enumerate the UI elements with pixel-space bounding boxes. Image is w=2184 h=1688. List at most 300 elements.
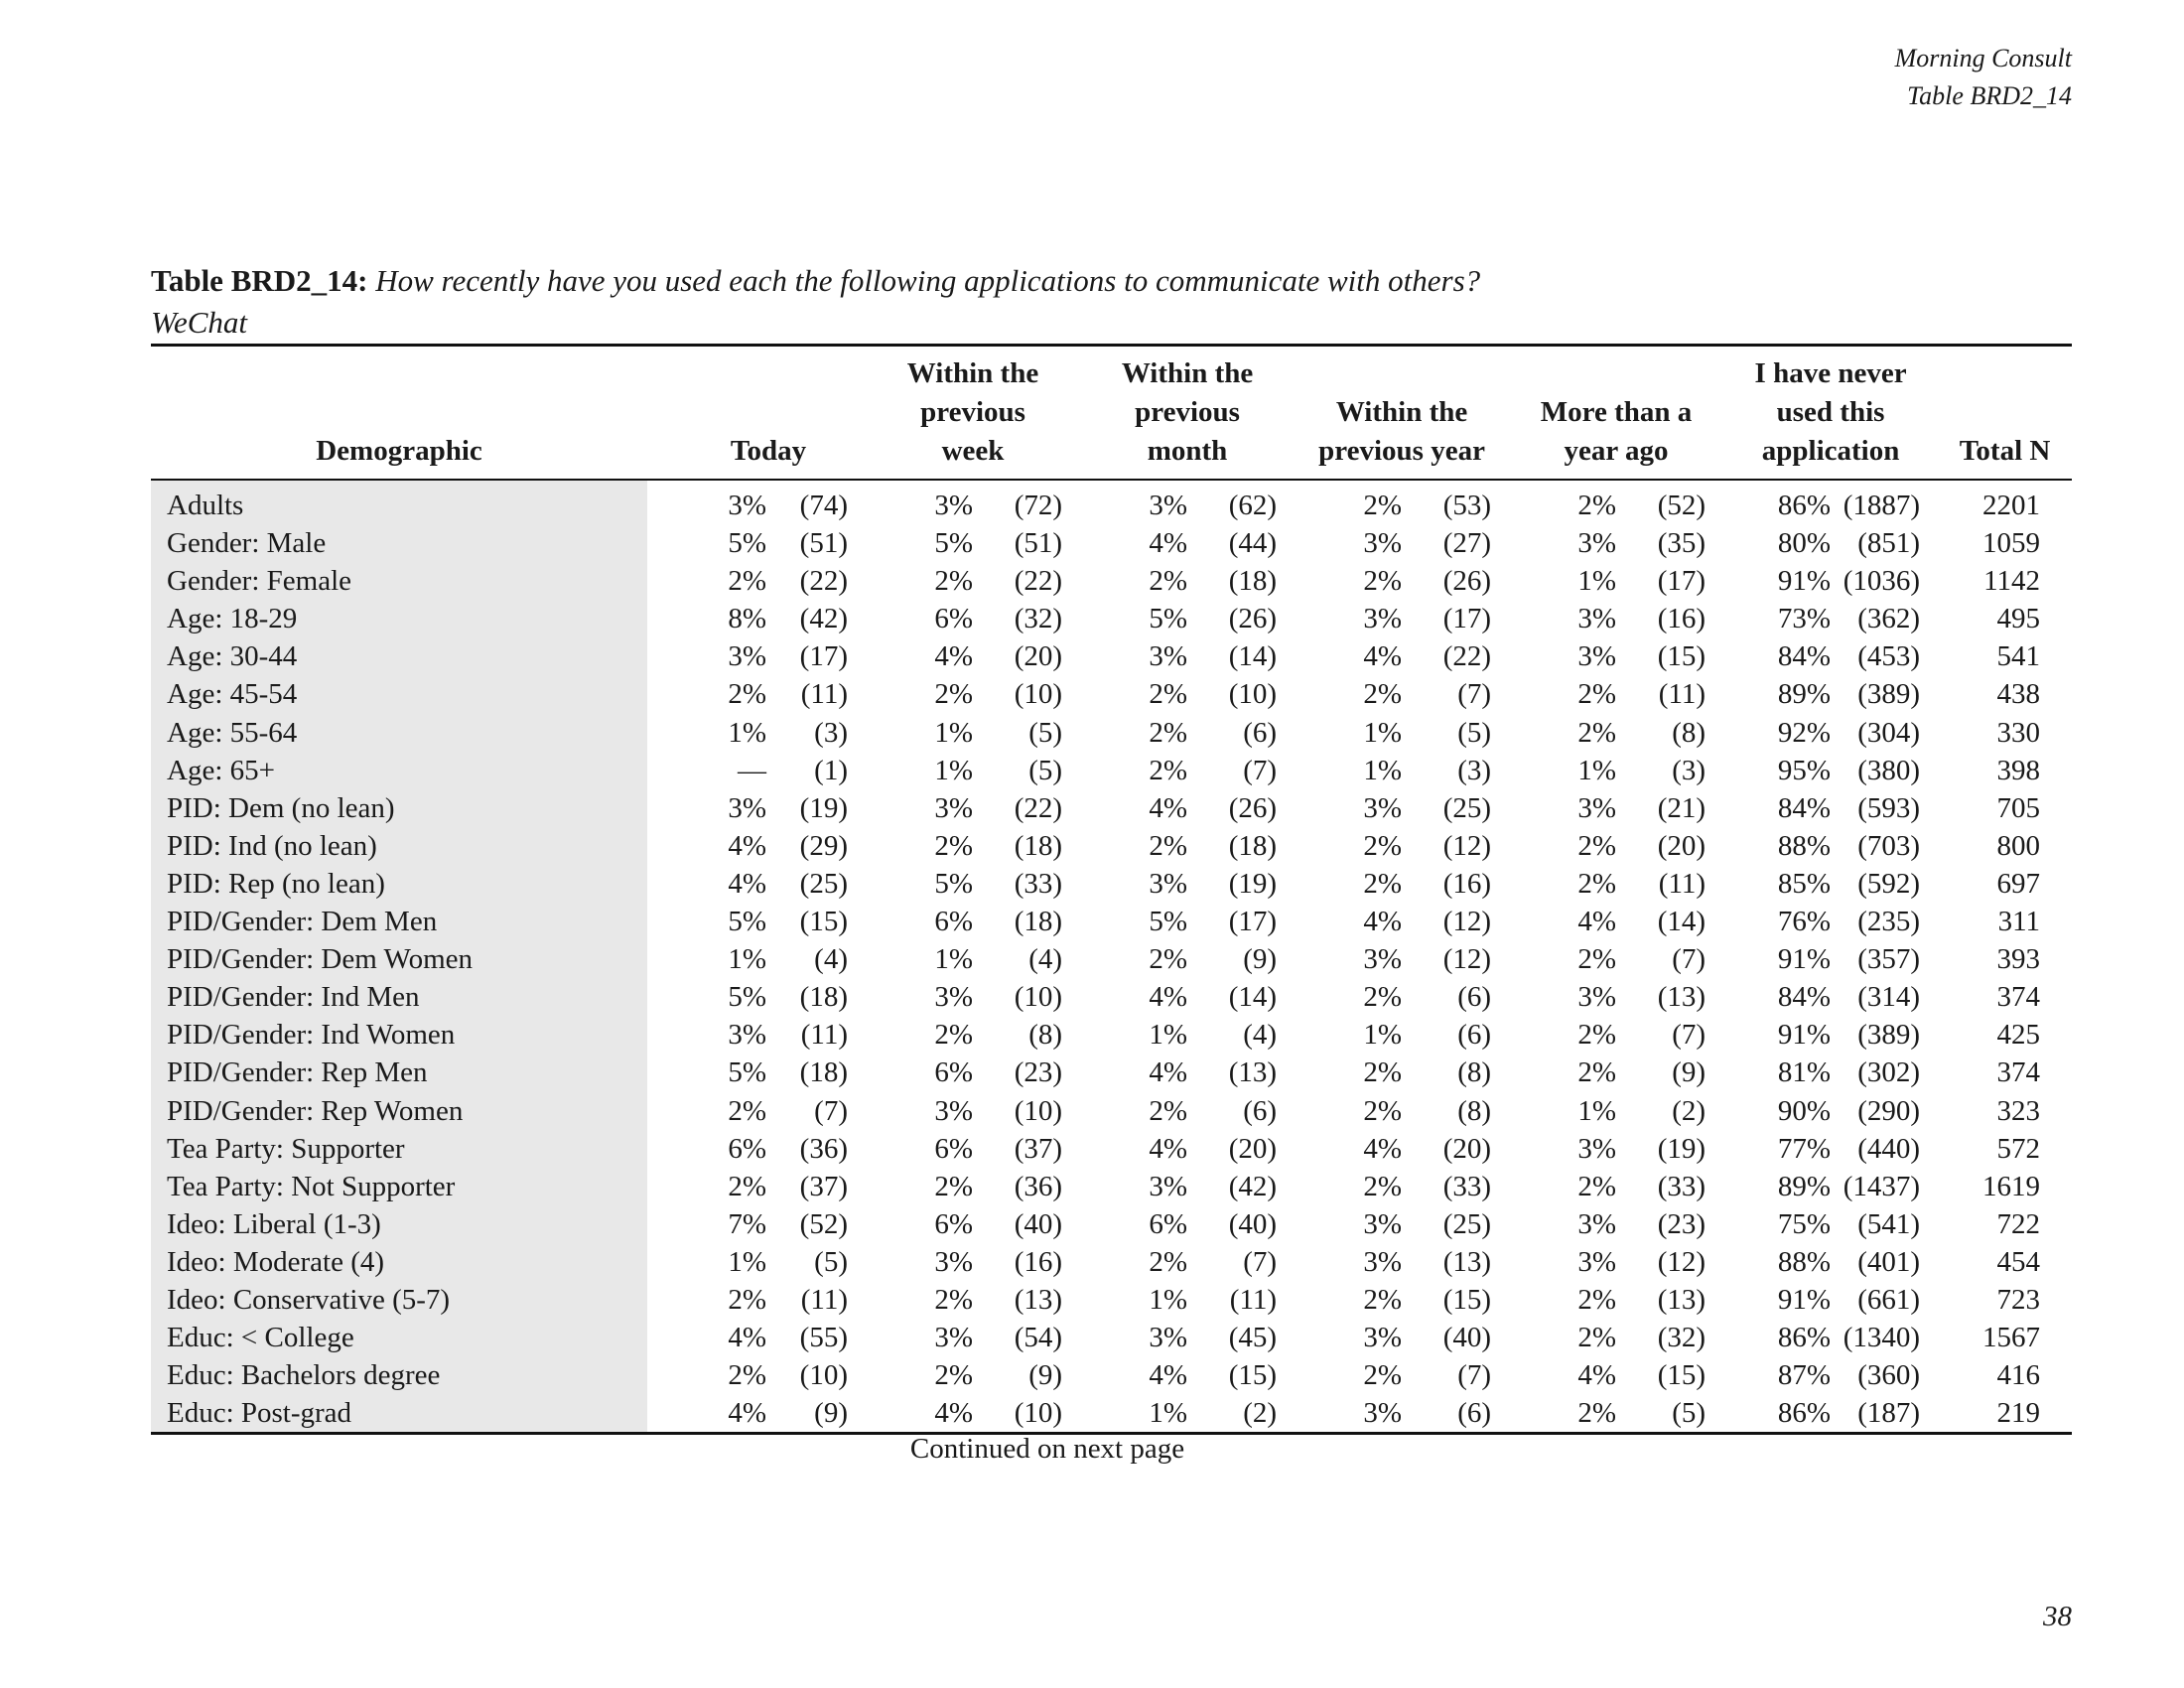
cell-week-n: (20): [1014, 640, 1063, 673]
cell-week-pct: 2%: [934, 678, 973, 711]
cell-today-pct: 5%: [728, 527, 766, 560]
cell-today-n: (29): [799, 829, 848, 862]
cell-over-n: (11): [1658, 867, 1706, 900]
cell-label: Educ: < College: [151, 1319, 647, 1356]
cell-month-n: (40): [1228, 1207, 1278, 1240]
spacer-cell: [647, 940, 671, 978]
spacer-cell: [647, 562, 671, 600]
cell-week-n: (10): [1014, 981, 1063, 1014]
cell-total: 323: [1996, 1094, 2041, 1127]
spacer-cell: [647, 600, 671, 637]
cell-week-n: (23): [1014, 1056, 1063, 1089]
cell-today-pct: 3%: [728, 640, 766, 673]
cell-week-pct: 3%: [934, 981, 973, 1014]
cell-month-n: (19): [1228, 867, 1278, 900]
cell-today-pct: 4%: [728, 829, 766, 862]
cell-month-pct: 2%: [1149, 754, 1188, 786]
cell-year-n: (7): [1457, 678, 1492, 711]
cell-never-n: (593): [1857, 791, 1921, 824]
cell-month-n: (14): [1228, 981, 1278, 1014]
cell-year-pct: 2%: [1363, 1056, 1403, 1089]
cell-label: Age: 65+: [151, 752, 647, 789]
cell-month-pct: 4%: [1149, 1056, 1188, 1089]
cell-today-n: (36): [799, 1132, 848, 1165]
cell-today-pct: 4%: [671, 1394, 770, 1434]
cell-total: 723: [1996, 1283, 2041, 1316]
cell-label: Tea Party: Not Supporter: [151, 1168, 647, 1205]
col-month: Within the previous month: [1121, 357, 1254, 467]
table-row: [151, 865, 2072, 903]
cell-year-n: (40): [1442, 1322, 1492, 1354]
cell-never-n: (290): [1857, 1094, 1921, 1127]
cell-year-pct: 2%: [1363, 829, 1403, 862]
cell-today-pct: 3%: [728, 1019, 766, 1052]
spacer-cell: [647, 1356, 671, 1394]
cell-label: PID/Gender: Ind Women: [151, 1016, 647, 1054]
cell-year-pct: 2%: [1363, 678, 1403, 711]
cell-label: Age: 45-54: [151, 675, 647, 713]
cell-year-n: (22): [1442, 640, 1492, 673]
cell-today-n: (18): [799, 1056, 848, 1089]
cell-month-pct: 1%: [1080, 1394, 1191, 1434]
cell-label: PID: Dem (no lean): [151, 789, 647, 827]
cell-today-n: (15): [799, 906, 848, 938]
cell-year-pct: 4%: [1363, 1132, 1403, 1165]
cell-never-pct: 85%: [1777, 867, 1832, 900]
cell-over-pct: 3%: [1577, 640, 1617, 673]
cell-year-pct: 2%: [1363, 867, 1403, 900]
table-row: [151, 637, 2072, 675]
cell-over-n: (3): [1672, 754, 1706, 786]
cell-label: Educ: Post-grad: [151, 1394, 647, 1434]
cell-week-pct: 2%: [934, 1019, 973, 1052]
cell-never-n: (304): [1857, 716, 1921, 749]
cell-year-pct: 1%: [1363, 754, 1403, 786]
spacer-cell: [647, 714, 671, 752]
caption-label: Table BRD2_14:: [151, 263, 368, 298]
cell-year-pct: 1%: [1363, 716, 1403, 749]
cell-month-pct: 4%: [1149, 981, 1188, 1014]
cell-over-n: (33): [1657, 1170, 1706, 1202]
cell-never-n: (360): [1857, 1359, 1921, 1392]
cell-week-pct: 3%: [934, 791, 973, 824]
cell-month-n: (44): [1228, 527, 1278, 560]
cell-week-pct: 5%: [934, 867, 973, 900]
spacer-cell: [647, 827, 671, 865]
cell-today-n: (17): [799, 640, 848, 673]
cell-never-pct: 90%: [1777, 1094, 1832, 1127]
cell-today-n: (55): [799, 1322, 848, 1354]
table-row: [151, 480, 2072, 524]
cell-today-pct: 4%: [728, 867, 766, 900]
cell-over-n: (20): [1657, 829, 1706, 862]
table-row: [151, 1016, 2072, 1054]
table-row: [151, 524, 2072, 562]
cell-total: 1142: [1983, 565, 2041, 598]
cell-never-pct: 92%: [1777, 716, 1832, 749]
spacer-cell: [647, 903, 671, 940]
cell-week-pct: 3%: [934, 1094, 973, 1127]
cell-year-pct: 2%: [1363, 1283, 1403, 1316]
cell-year-n: (6): [1457, 981, 1492, 1014]
cell-label: Age: 30-44: [151, 637, 647, 675]
cell-total: 398: [1996, 754, 2041, 786]
cell-never-pct: 86%: [1777, 490, 1832, 521]
cell-over-pct: 2%: [1577, 1322, 1617, 1354]
cell-week-n: (22): [1014, 565, 1063, 598]
cell-total: 330: [1996, 716, 2041, 749]
cell-month-n: (26): [1228, 603, 1278, 635]
cell-label: Adults: [151, 480, 647, 524]
spacer-cell: [647, 1054, 671, 1091]
cell-week-pct: 2%: [934, 829, 973, 862]
cell-never-pct: 95%: [1777, 754, 1832, 786]
cell-month-n: (15): [1228, 1359, 1278, 1392]
cell-month-pct: 4%: [1149, 1132, 1188, 1165]
cell-week-pct: 2%: [934, 565, 973, 598]
cell-week-n: (32): [1014, 603, 1063, 635]
cell-year-pct: 4%: [1363, 906, 1403, 938]
cell-month-n: (4): [1243, 1019, 1278, 1052]
cell-year-n: (8): [1457, 1094, 1492, 1127]
cell-week-n: (13): [1014, 1283, 1063, 1316]
cell-today-pct: 3%: [728, 791, 766, 824]
cell-week-pct: 4%: [934, 640, 973, 673]
cell-over-n: (2): [1672, 1094, 1706, 1127]
cell-total: 454: [1996, 1245, 2041, 1278]
cell-week-n: (22): [1014, 791, 1063, 824]
cell-today-pct: 5%: [728, 981, 766, 1014]
cell-month-pct: 3%: [1149, 640, 1188, 673]
cell-over-pct: 3%: [1577, 981, 1617, 1014]
cell-month-n: (7): [1243, 754, 1278, 786]
cell-never-pct: 84%: [1777, 640, 1832, 673]
cell-over-pct: 3%: [1577, 1245, 1617, 1278]
table-header-row: [151, 346, 2072, 481]
cell-never-n: (703): [1857, 829, 1921, 862]
cell-week-n: (36): [1014, 1170, 1063, 1202]
caption-subtitle: WeChat: [151, 305, 248, 340]
cell-year-n: (3): [1457, 754, 1492, 786]
cell-today-pct: —: [738, 754, 766, 786]
cell-today-pct: 6%: [728, 1132, 766, 1165]
cell-over-pct: 4%: [1577, 906, 1617, 938]
table-caption: [151, 260, 1480, 344]
cell-over-n: (13): [1657, 981, 1706, 1014]
cell-never-pct: 77%: [1777, 1132, 1832, 1165]
cell-total: 374: [1996, 981, 2041, 1014]
cell-week-n: (10): [977, 1394, 1080, 1434]
cell-today-pct: 2%: [728, 678, 766, 711]
cell-month-n: (14): [1228, 640, 1278, 673]
cell-month-n: (7): [1243, 1245, 1278, 1278]
cell-today-pct: 3%: [728, 490, 766, 521]
cell-year-pct: 2%: [1363, 1094, 1403, 1127]
cell-label: Tea Party: Supporter: [151, 1130, 647, 1168]
cell-week-n: (18): [1014, 906, 1063, 938]
cell-week-n: (33): [1014, 867, 1063, 900]
cell-over-n: (19): [1657, 1132, 1706, 1165]
cell-over-n: (11): [1658, 678, 1706, 711]
cell-today-pct: 4%: [728, 1322, 766, 1354]
cell-never-n: (592): [1857, 867, 1921, 900]
cell-never-n: (389): [1857, 1019, 1921, 1052]
cell-never-n: (401): [1857, 1245, 1921, 1278]
cell-month-n: (13): [1228, 1056, 1278, 1089]
cell-week-pct: 1%: [934, 943, 973, 976]
cell-never-n: (314): [1857, 981, 1921, 1014]
cell-year-n: (16): [1442, 867, 1492, 900]
cell-today-n: (11): [800, 678, 848, 711]
cell-month-n: (11): [1229, 1283, 1278, 1316]
spacer-cell: [647, 789, 671, 827]
spacer-cell: [647, 480, 671, 524]
results-table: [151, 344, 2072, 1435]
cell-year-pct: 4%: [1363, 640, 1403, 673]
cell-week-pct: 2%: [934, 1170, 973, 1202]
cell-week-n: (9): [1028, 1359, 1063, 1392]
cell-never-pct: 88%: [1777, 829, 1832, 862]
cell-year-n: (12): [1442, 829, 1492, 862]
cell-today-pct: 7%: [728, 1207, 766, 1240]
cell-week-n: (72): [1014, 490, 1063, 521]
cell-over-n: (5): [1620, 1394, 1723, 1434]
cell-never-pct: 91%: [1777, 943, 1832, 976]
table-row: [151, 1130, 2072, 1168]
cell-month-n: (62): [1228, 490, 1278, 521]
cell-over-n: (23): [1657, 1207, 1706, 1240]
cell-year-n: (12): [1442, 906, 1492, 938]
cell-year-n: (25): [1442, 1207, 1492, 1240]
cell-week-pct: 3%: [934, 1245, 973, 1278]
cell-never-pct: 75%: [1777, 1207, 1832, 1240]
cell-month-pct: 4%: [1149, 791, 1188, 824]
cell-over-pct: 1%: [1577, 754, 1617, 786]
cell-month-pct: 2%: [1149, 943, 1188, 976]
results-table-container: [151, 344, 2072, 1435]
cell-never-pct: 84%: [1777, 791, 1832, 824]
cell-total: 393: [1996, 943, 2041, 976]
cell-over-pct: 2%: [1577, 678, 1617, 711]
cell-label: PID/Gender: Rep Women: [151, 1092, 647, 1130]
table-reference: Table BRD2_14: [1907, 81, 2072, 110]
cell-today-pct: 1%: [728, 1245, 766, 1278]
cell-over-pct: 2%: [1577, 490, 1617, 521]
cell-never-n: (541): [1857, 1207, 1921, 1240]
cell-month-pct: 6%: [1149, 1207, 1188, 1240]
cell-year-n: (53): [1442, 490, 1492, 521]
col-demographic: Demographic: [316, 435, 482, 467]
cell-month-n: (45): [1228, 1322, 1278, 1354]
cell-never-n: (661): [1857, 1283, 1921, 1316]
cell-over-n: (12): [1657, 1245, 1706, 1278]
cell-over-pct: 2%: [1577, 716, 1617, 749]
cell-year-n: (25): [1442, 791, 1492, 824]
col-year: Within the previous year: [1318, 396, 1485, 467]
cell-never-pct: 91%: [1777, 1019, 1832, 1052]
cell-label: Ideo: Liberal (1-3): [151, 1205, 647, 1243]
cell-month-pct: 3%: [1149, 1322, 1188, 1354]
cell-week-pct: 4%: [866, 1394, 977, 1434]
cell-today-n: (51): [799, 527, 848, 560]
cell-over-pct: 2%: [1577, 829, 1617, 862]
cell-week-pct: 5%: [934, 527, 973, 560]
cell-over-n: (15): [1657, 640, 1706, 673]
cell-year-pct: 2%: [1363, 981, 1403, 1014]
cell-never-n: (440): [1857, 1132, 1921, 1165]
table-row: [151, 600, 2072, 637]
cell-month-n: (18): [1228, 829, 1278, 862]
cell-label: Age: 55-64: [151, 714, 647, 752]
table-row: [151, 675, 2072, 713]
cell-total: 1059: [1982, 527, 2041, 560]
cell-month-n: (20): [1228, 1132, 1278, 1165]
cell-never-pct: 87%: [1777, 1359, 1832, 1392]
cell-total: 705: [1996, 791, 2041, 824]
table-row: [151, 752, 2072, 789]
cell-today-n: (22): [799, 565, 848, 598]
cell-month-pct: 2%: [1149, 565, 1188, 598]
spacer-cell: [647, 1394, 671, 1434]
cell-label: Ideo: Moderate (4): [151, 1243, 647, 1281]
spacer-cell: [647, 1319, 671, 1356]
cell-never-n: (362): [1857, 603, 1921, 635]
cell-week-n: (10): [1014, 678, 1063, 711]
cell-week-n: (5): [1028, 754, 1063, 786]
cell-over-pct: 3%: [1577, 603, 1617, 635]
cell-over-pct: 3%: [1577, 791, 1617, 824]
spacer-cell: [647, 524, 671, 562]
cell-month-pct: 1%: [1149, 1283, 1188, 1316]
cell-never-pct: 89%: [1777, 678, 1832, 711]
cell-today-pct: 1%: [728, 943, 766, 976]
spacer-cell: [647, 637, 671, 675]
cell-total: 495: [1996, 603, 2041, 635]
cell-today-n: (1): [814, 754, 848, 786]
cell-label: Age: 18-29: [151, 600, 647, 637]
cell-today-n: (5): [814, 1245, 848, 1278]
spacer-cell: [647, 1205, 671, 1243]
cell-year-pct: 3%: [1363, 791, 1403, 824]
table-row: [151, 1168, 2072, 1205]
cell-total: 1619: [1982, 1170, 2041, 1202]
spacer-cell: [647, 752, 671, 789]
table-row: [151, 1092, 2072, 1130]
cell-month-n: (18): [1228, 565, 1278, 598]
cell-year-pct: 2%: [1363, 1359, 1403, 1392]
cell-over-pct: 1%: [1577, 565, 1617, 598]
cell-year-pct: 3%: [1363, 527, 1403, 560]
col-week: Within the previous week: [906, 357, 1039, 467]
cell-month-n: (9): [1243, 943, 1278, 976]
cell-today-n: (11): [800, 1283, 848, 1316]
spacer-cell: [647, 675, 671, 713]
cell-month-n: (10): [1228, 678, 1278, 711]
spacer-cell: [647, 1092, 671, 1130]
cell-label: Educ: Bachelors degree: [151, 1356, 647, 1394]
cell-label: PID/Gender: Dem Men: [151, 903, 647, 940]
cell-month-pct: 4%: [1149, 1359, 1188, 1392]
cell-over-pct: 2%: [1577, 867, 1617, 900]
cell-over-n: (14): [1657, 906, 1706, 938]
spacer-cell: [647, 1168, 671, 1205]
cell-month-pct: 2%: [1149, 829, 1188, 862]
table-row: [151, 1205, 2072, 1243]
cell-week-pct: 6%: [934, 1207, 973, 1240]
cell-never-pct: 73%: [1777, 603, 1832, 635]
cell-month-pct: 3%: [1149, 490, 1188, 521]
cell-total: 800: [1996, 829, 2041, 862]
cell-month-n: (6): [1243, 716, 1278, 749]
cell-never-n: (1340): [1843, 1322, 1921, 1354]
cell-year-n: (7): [1457, 1359, 1492, 1392]
cell-over-pct: 2%: [1577, 1283, 1617, 1316]
cell-year-pct: 2%: [1363, 565, 1403, 598]
cell-over-pct: 2%: [1577, 1170, 1617, 1202]
cell-today-pct: 2%: [728, 1094, 766, 1127]
spacer-cell: [647, 1243, 671, 1281]
cell-over-n: (17): [1657, 565, 1706, 598]
cell-month-pct: 5%: [1149, 603, 1188, 635]
cell-month-n: (42): [1228, 1170, 1278, 1202]
cell-total: 438: [1996, 678, 2041, 711]
cell-never-n: (851): [1857, 527, 1921, 560]
cell-never-pct: 89%: [1777, 1170, 1832, 1202]
cell-week-n: (10): [1014, 1094, 1063, 1127]
cell-week-n: (37): [1014, 1132, 1063, 1165]
cell-year-n: (13): [1442, 1245, 1492, 1278]
cell-today-pct: 5%: [728, 1056, 766, 1089]
cell-week-pct: 2%: [934, 1283, 973, 1316]
cell-over-pct: 4%: [1577, 1359, 1617, 1392]
cell-label: Gender: Female: [151, 562, 647, 600]
cell-over-pct: 2%: [1577, 943, 1617, 976]
table-row: [151, 714, 2072, 752]
cell-never-n: (389): [1857, 678, 1921, 711]
cell-year-n: (15): [1442, 1283, 1492, 1316]
cell-year-pct: 3%: [1363, 1245, 1403, 1278]
cell-year-pct: 3%: [1363, 943, 1403, 976]
cell-week-n: (54): [1014, 1322, 1063, 1354]
cell-week-pct: 2%: [934, 1359, 973, 1392]
cell-total: 572: [1996, 1132, 2041, 1165]
cell-over-n: (52): [1657, 490, 1706, 521]
cell-over-pct: 3%: [1577, 1207, 1617, 1240]
cell-never-n: (357): [1857, 943, 1921, 976]
cell-year-n: (6): [1406, 1394, 1509, 1434]
cell-today-n: (52): [799, 1207, 848, 1240]
caption-question: How recently have you used each the following applications to communicate with others?: [375, 263, 1481, 298]
spacer-cell: [647, 1016, 671, 1054]
cell-week-n: (18): [1014, 829, 1063, 862]
spacer-cell: [647, 978, 671, 1016]
cell-year-n: (12): [1442, 943, 1492, 976]
col-today: Today: [730, 435, 807, 467]
cell-never-n: (302): [1857, 1056, 1921, 1089]
page-number: 38: [2043, 1601, 2072, 1632]
table-row: [151, 562, 2072, 600]
cell-label: PID/Gender: Rep Men: [151, 1054, 647, 1091]
cell-over-n: (9): [1672, 1056, 1706, 1089]
cell-week-pct: 6%: [934, 1132, 973, 1165]
cell-never-pct: 81%: [1777, 1056, 1832, 1089]
cell-total: 416: [1996, 1359, 2041, 1392]
table-row: [151, 1394, 2072, 1434]
cell-month-pct: 2%: [1149, 1245, 1188, 1278]
cell-week-pct: 1%: [934, 716, 973, 749]
cell-over-n: (32): [1657, 1322, 1706, 1354]
col-over-year: More than a year ago: [1540, 396, 1693, 467]
